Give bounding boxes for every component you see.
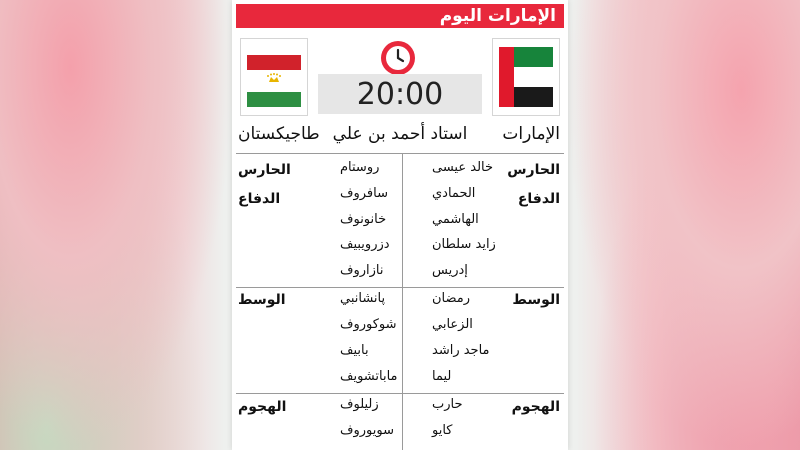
player-name: پانشانبي	[340, 291, 386, 306]
divider	[236, 153, 564, 154]
background-left	[0, 0, 235, 450]
player-name: زليلوف	[340, 397, 379, 412]
position-label: الوسط	[512, 292, 560, 308]
home-team-name: الإمارات	[502, 124, 560, 144]
position-label: الدفاع	[517, 191, 560, 207]
player-name: زايد سلطان	[432, 237, 496, 252]
position-label: الهجوم	[511, 399, 560, 415]
divider	[236, 287, 564, 288]
position-label: الوسط	[238, 292, 286, 308]
player-name: كايو	[432, 423, 453, 438]
column-divider	[402, 153, 403, 287]
tajikistan-flag-icon	[247, 47, 301, 107]
player-name: شوكوروف	[340, 317, 397, 332]
header-title: الإمارات اليوم	[439, 6, 556, 26]
home-flag-frame	[492, 38, 560, 116]
player-name: حارب	[432, 397, 463, 412]
background-right	[565, 0, 800, 450]
uae-flag-icon	[499, 47, 553, 107]
player-name: خانونوف	[340, 212, 387, 227]
player-name: سويوروف	[340, 423, 394, 438]
player-name: نازاروف	[340, 263, 384, 278]
player-name: الحمادي	[432, 186, 476, 201]
player-name: إدريس	[432, 263, 468, 278]
position-label: الدفاع	[238, 191, 281, 207]
player-name: رمضان	[432, 291, 471, 306]
venue: استاد أحمد بن علي	[332, 124, 468, 144]
position-label: الحارس	[507, 162, 560, 178]
away-flag-frame	[240, 38, 308, 116]
player-name: الزعابي	[432, 317, 473, 332]
away-team-name: طاجيكستان	[238, 124, 320, 144]
player-name: ماجد راشد	[432, 343, 490, 358]
header-bar	[236, 4, 564, 28]
position-label: الحارس	[238, 162, 291, 178]
column-divider	[402, 393, 403, 450]
player-name: خالد عيسى	[432, 160, 494, 175]
divider	[236, 393, 564, 394]
kickoff-time: 20:00	[356, 77, 444, 112]
clock-icon	[380, 40, 416, 76]
position-label: الهجوم	[238, 399, 287, 415]
column-divider	[402, 287, 403, 393]
player-name: ماباتشويف	[340, 369, 398, 384]
player-name: روستام	[340, 160, 380, 175]
player-name: دزرويبيف	[340, 237, 390, 252]
player-name: سافروف	[340, 186, 388, 201]
player-name: ليما	[432, 369, 452, 384]
player-name: بابيف	[340, 343, 369, 358]
kickoff-box	[318, 38, 482, 114]
player-name: الهاشمي	[432, 212, 479, 227]
match-card	[232, 0, 568, 450]
